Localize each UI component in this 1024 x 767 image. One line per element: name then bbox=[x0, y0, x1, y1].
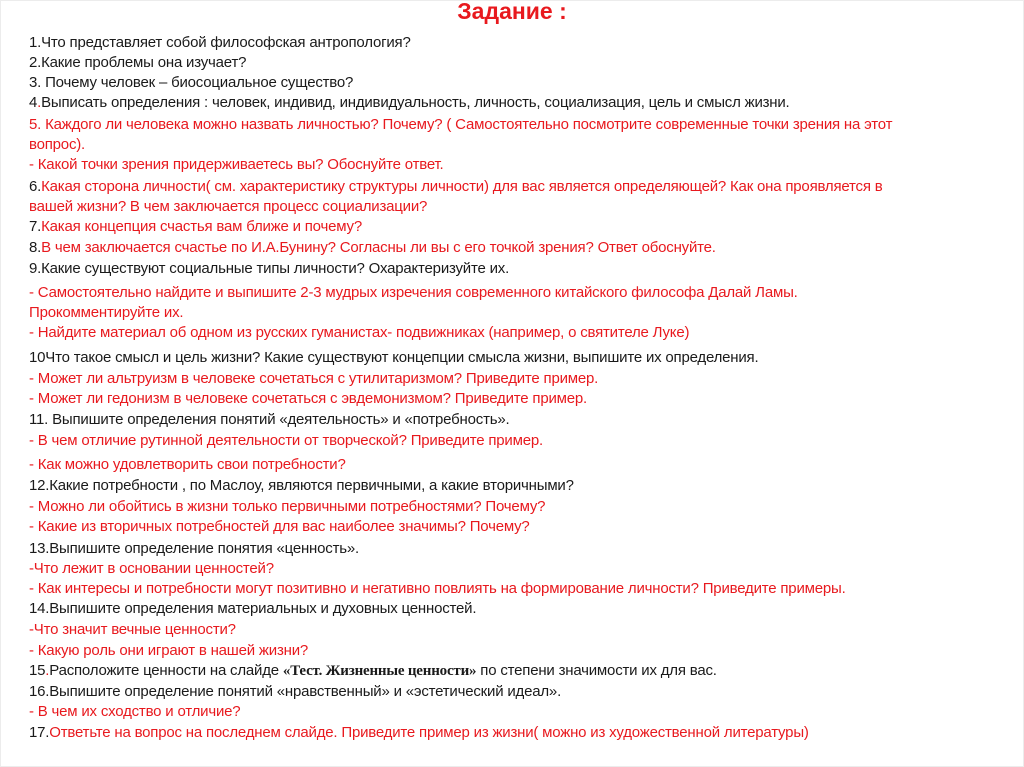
task-text: Расположите ценности на слайде bbox=[49, 662, 283, 679]
task-text: - Может ли альтруизм в человеке сочетаться с утилитаризмом? Приведите пример. bbox=[29, 370, 599, 387]
task-text: 5. Каждого ли человека можно назвать личностью? Почему? ( Самостоятельно посмотрите современные точки зрения на этот bbox=[29, 116, 893, 133]
task-line bbox=[29, 324, 689, 342]
task-line bbox=[29, 456, 346, 474]
task-line bbox=[29, 580, 846, 598]
task-line bbox=[29, 304, 183, 322]
task-text: - Как можно удовлетворить свои потребности? bbox=[29, 456, 346, 473]
slide-reference: «Тест. Жизненные ценности» bbox=[282, 663, 477, 679]
task-line bbox=[29, 642, 308, 660]
task-text: Какая сторона личности( см. характеристику структуры личности) для вас является определяющей? Как она проявляется в bbox=[41, 178, 883, 195]
task-text: Прокомментируйте их. bbox=[29, 304, 184, 321]
task-text: - Найдите материал об одном из русских гуманистах- подвижниках (например, о святителе Луке) bbox=[29, 324, 690, 341]
task-line bbox=[29, 218, 362, 236]
task-line bbox=[29, 600, 476, 618]
task-text: 10Что такое смысл и цель жизни? Какие существуют концепции смысла жизни, выпишите их определения. bbox=[29, 349, 759, 366]
slide-title: Задание : bbox=[457, 0, 567, 24]
task-line bbox=[29, 477, 574, 495]
task-text: . bbox=[37, 94, 42, 111]
task-text: 2.Какие проблемы она изучает? bbox=[29, 54, 247, 71]
task-text: 1.Что представляет собой философская антропология? bbox=[29, 34, 411, 51]
task-text: 12.Какие потребности , по Маслоу, являются первичными, а какие вторичными? bbox=[29, 477, 574, 494]
task-text: 17. bbox=[29, 724, 50, 741]
task-text: -Что значит вечные ценности? bbox=[29, 621, 236, 638]
task-line bbox=[29, 498, 545, 516]
task-line bbox=[29, 724, 809, 742]
task-line bbox=[29, 662, 717, 680]
task-text: В чем заключается счастье по И.А.Бунину? Согласны ли вы с его точкой зрения? Ответ обоснуйте. bbox=[41, 239, 716, 256]
task-line bbox=[29, 349, 758, 367]
task-line bbox=[29, 432, 543, 450]
task-text: - Самостоятельно найдите и выпишите 2-3 мудрых изречения современного китайского философа Далай Ламы. bbox=[29, 284, 798, 301]
task-line bbox=[29, 116, 892, 134]
task-text: . bbox=[45, 662, 50, 679]
task-text: -Что лежит в основании ценностей? bbox=[29, 560, 274, 577]
task-text: 16.Выпишите определение понятий «нравственный» и «эстетический идеал». bbox=[29, 683, 562, 700]
task-text: - Может ли гедонизм в человеке сочетаться с эвдемонизмом? Приведите пример. bbox=[29, 390, 588, 407]
task-text: 3. Почему человек – биосоциальное существо? bbox=[29, 74, 354, 91]
task-line bbox=[29, 156, 443, 174]
task-text: 6. bbox=[29, 178, 42, 195]
task-line bbox=[29, 284, 798, 302]
task-text: 9.Какие существуют социальные типы личности? Охарактеризуйте их. bbox=[29, 260, 510, 277]
task-text: 8. bbox=[29, 239, 42, 256]
task-line bbox=[29, 239, 716, 257]
task-line bbox=[29, 518, 530, 536]
task-text: - Можно ли обойтись в жизни только первичными потребностями? Почему? bbox=[29, 498, 546, 515]
task-text: Ответьте на вопрос на последнем слайде. Приведите пример из жизни( можно из художественной литературы) bbox=[49, 724, 809, 741]
task-text: Какая концепция счастья вам ближе и почему? bbox=[41, 218, 362, 235]
task-text: 14.Выпишите определения материальных и духовных ценностей. bbox=[29, 600, 477, 617]
task-line bbox=[29, 621, 236, 639]
task-line bbox=[29, 390, 587, 408]
task-text: - Как интересы и потребности могут позитивно и негативно повлиять на формирование личности? Приведите примеры. bbox=[29, 580, 846, 597]
task-text: - В чем отличие рутинной деятельности от творческой? Приведите пример. bbox=[29, 432, 543, 449]
task-line bbox=[29, 540, 359, 558]
task-text: 13.Выпишите определение понятия «ценность». bbox=[29, 540, 359, 557]
task-text: по степени значимости их для вас. bbox=[476, 662, 717, 679]
task-line bbox=[29, 136, 85, 154]
task-line bbox=[29, 370, 598, 388]
task-text: вашей жизни? В чем заключается процесс социализации? bbox=[29, 198, 428, 215]
task-line bbox=[29, 260, 509, 278]
task-text: - В чем их сходство и отличие? bbox=[29, 703, 241, 720]
task-text: 15 bbox=[29, 662, 46, 679]
task-line bbox=[29, 178, 883, 196]
task-text: - Какой точки зрения придерживаетесь вы? Обоснуйте ответ. bbox=[29, 156, 444, 173]
task-text: - Какие из вторичных потребностей для вас наиболее значимы? Почему? bbox=[29, 518, 530, 535]
task-text: 7. bbox=[29, 218, 42, 235]
task-text: 11. Выпишите определения понятий «деятельность» и «потребность». bbox=[29, 411, 510, 428]
task-text: вопрос). bbox=[29, 136, 86, 153]
task-line bbox=[29, 703, 240, 721]
task-line bbox=[29, 34, 411, 52]
task-line bbox=[29, 54, 246, 72]
task-line bbox=[29, 683, 561, 701]
task-line bbox=[29, 198, 427, 216]
task-line bbox=[29, 94, 790, 112]
task-text: 4 bbox=[29, 94, 38, 111]
task-line bbox=[29, 411, 509, 429]
task-text: Выписать определения : человек, индивид, индивидуальность, личность, социализация, цель и смысл жизни. bbox=[41, 94, 790, 111]
task-line bbox=[29, 560, 274, 578]
task-text: - Какую роль они играют в нашей жизни? bbox=[29, 642, 309, 659]
task-line bbox=[29, 74, 353, 92]
